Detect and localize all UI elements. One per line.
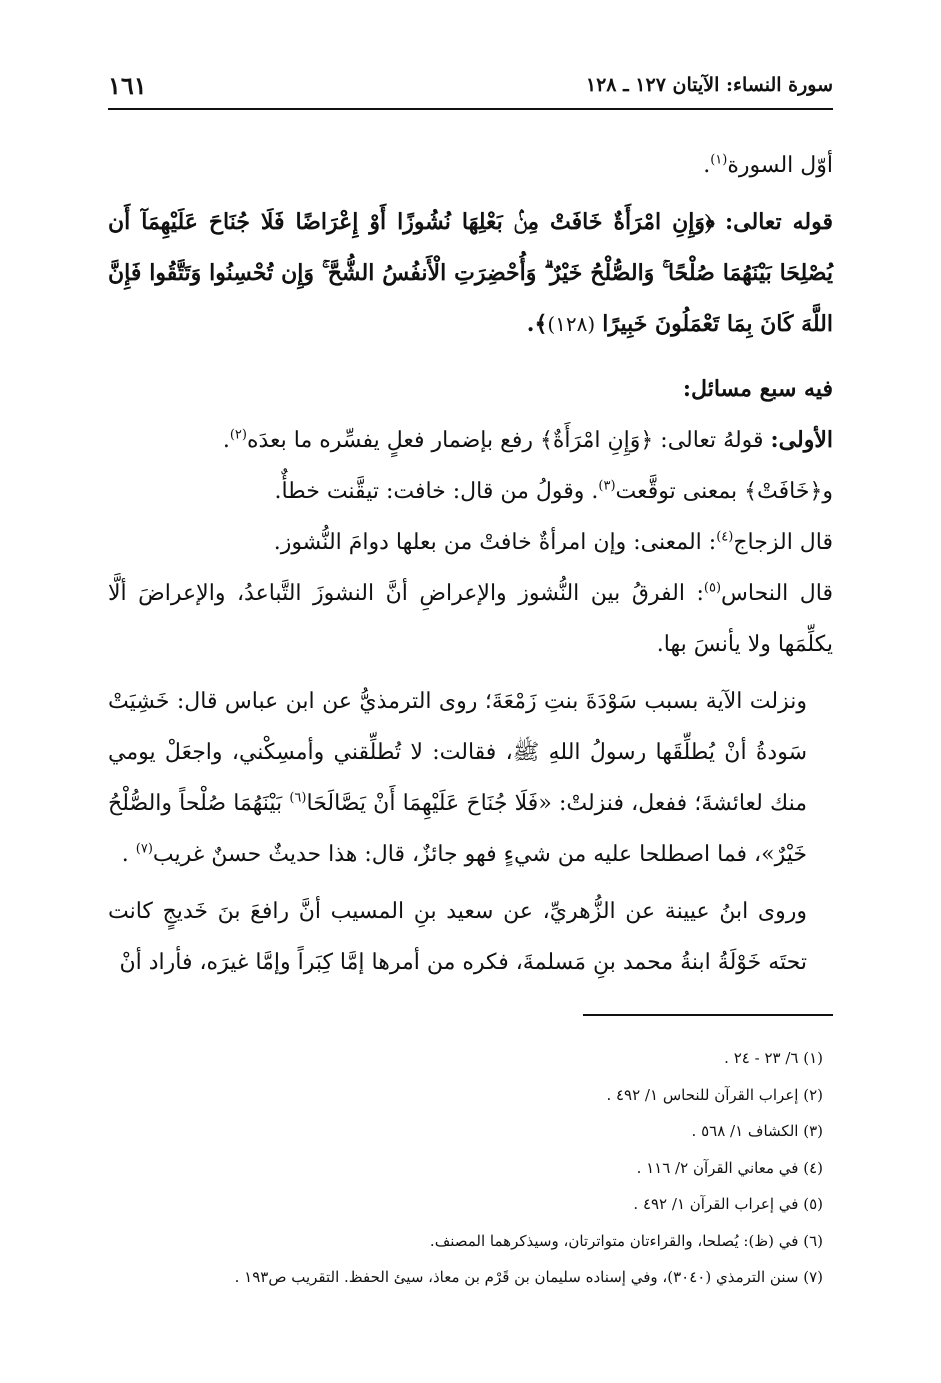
verse-close: ﴾.	[526, 311, 548, 337]
masail-heading: فيه سبع مسائل:	[682, 376, 833, 402]
nahhas-paragraph	[108, 568, 833, 670]
rawa-paragraph: وروى ابنُ عيينة عن الزُّهريِّ، عن سعيد بنِ المسيب أنَّ رافعَ بنَ خَديجٍ كانت تحتَه خَوْلَةُ ابنةُ محمد بنِ مَسلمةَ، فكره من أمرها إمَّا كِبَراً وإمَّا غيرَه، فأراد أنْ	[108, 899, 807, 975]
khafat-paragraph	[108, 466, 833, 517]
khafat-text: و﴿خَافَتْ﴾ بمعنى توقَّعت	[615, 479, 833, 504]
ayah-number-mark: (١٢٨)	[547, 312, 596, 336]
verse-paragraph	[108, 197, 833, 350]
nahhas-start: قال النحاس	[721, 581, 833, 606]
page-header	[108, 68, 833, 110]
footnote-ref-4: (٤)	[716, 529, 734, 545]
footnote: (١) ٦/ ٢٣ - ٢٤ .	[724, 1049, 823, 1067]
page-body	[108, 140, 833, 988]
footnote-ref-6: (٦)	[289, 790, 307, 806]
first-issue-label: الأولى:	[770, 427, 833, 453]
nuzul-end: .	[121, 842, 136, 867]
first-issue-end: .	[222, 428, 230, 453]
zajjaj-paragraph	[108, 517, 833, 568]
footnote-ref-7: (٧)	[135, 841, 153, 857]
qawluhu-label: قوله تعالى:	[725, 209, 833, 235]
surah-title: سورة النساء: الآيتان ١٢٧ ـ ١٢٨	[585, 74, 833, 96]
first-issue-text: قولهُ تعالى: ﴿وَإِنِ امْرَأَةٌ﴾ رفع بإضمار فعلٍ يفسِّره ما بعدَه	[246, 428, 764, 453]
footnote: (٣) الكشاف ١/ ٥٦٨ .	[691, 1122, 823, 1140]
footnote-divider	[583, 1014, 833, 1016]
footnote: (٤) في معاني القرآن ٢/ ١١٦ .	[636, 1158, 823, 1177]
intro-end: .	[703, 153, 711, 178]
footnote-ref-2: (٢)	[229, 427, 247, 443]
footnote-ref-3: (٣)	[598, 478, 616, 494]
footnote-ref-1: (١)	[710, 152, 728, 168]
footnote: (٥) في إعراب القرآن ١/ ٤٩٢ .	[633, 1195, 823, 1213]
footnote-ref-5: (٥)	[703, 580, 722, 596]
nahhas-end: : الفرقُ بين النُّشوز والإعراضِ أنَّ النشوزَ التَّباعدُ، والإعراضَ ألَّا يكلِّمَها ولا يأنسَ بها.	[108, 581, 833, 657]
zajjaj-end: : المعنى: وإن امرأةٌ خافتْ من بعلها دوامَ النُّشوز.	[273, 530, 717, 555]
quran-verse: ﴿وَإِنِ امْرَأَةٌ خَافَتْ مِنۢ بَعْلِهَا نُشُوزًا أَوْ إِعْرَاضًا فَلَا جُنَاحَ عَلَيْهِمَآ أَن يُصْلِحَا بَيْنَهُمَا صُلْحًا ۚ وَالصُّلْحُ خَيْرٌ ۗ وَأُحْضِرَتِ الْأَنفُسُ الشُّحَّ ۚ وَإِن تُحْسِنُوا وَتَتَّقُوا فَإِنَّ اللَّهَ كَانَ بِمَا تَعْمَلُونَ خَبِيرًا	[108, 209, 833, 337]
intro-text: أوّل السورة	[727, 153, 833, 178]
first-issue-paragraph	[108, 415, 833, 466]
nuzul-paragraph	[108, 676, 833, 880]
footnote: (٢) إعراب القرآن للنحاس ١/ ٤٩٢ .	[606, 1085, 823, 1104]
intro-paragraph	[108, 140, 833, 191]
footnote: (٦) في (ظ): يُصلحا، والقراءتان متواترتان، وسيذكرهما المصنف.	[429, 1231, 823, 1250]
page-number: ١٦١	[108, 70, 147, 100]
khafat-end: . وقولُ من قال: خافت: تيقَّنت خطأٌ.	[274, 479, 599, 504]
footnotes	[108, 1040, 823, 1296]
nuzul-text-a: ونزلت الآية بسبب سَوْدَةَ بنتِ زَمْعَةَ؛ روى الترمذيُّ عن ابن عباس قال: خَشِيَتْ سَودةُ أنْ يُطلِّقَها رسولُ اللهِ ﷺ، فقالت: لا تُطلِّقني وأمسِكْني، واجعَلْ يومي منك لعائشةَ؛ ففعل، فنزلتْ: «فَلَا جُنَاحَ عَلَيْهِمَا أَنْ يَصَّالَحَا	[108, 689, 808, 816]
nuzul-text-b: بَيْنَهُمَا صُلْحاً والصُّلْحُ خَيْرٌ»، فما اصطلحا عليه من شيءٍ فهو جائزٌ، قال: هذا حديثٌ حسنٌ غريب	[108, 791, 807, 867]
footnote: (٧) سنن الترمذي (٣٠٤٠)، وفي إسناده سليمان بن قَرْم بن معاذ، سيئ الحفظ. التقريب ص١٩٣ .	[234, 1268, 823, 1286]
zajjaj-start: قال الزجاج	[733, 530, 833, 555]
